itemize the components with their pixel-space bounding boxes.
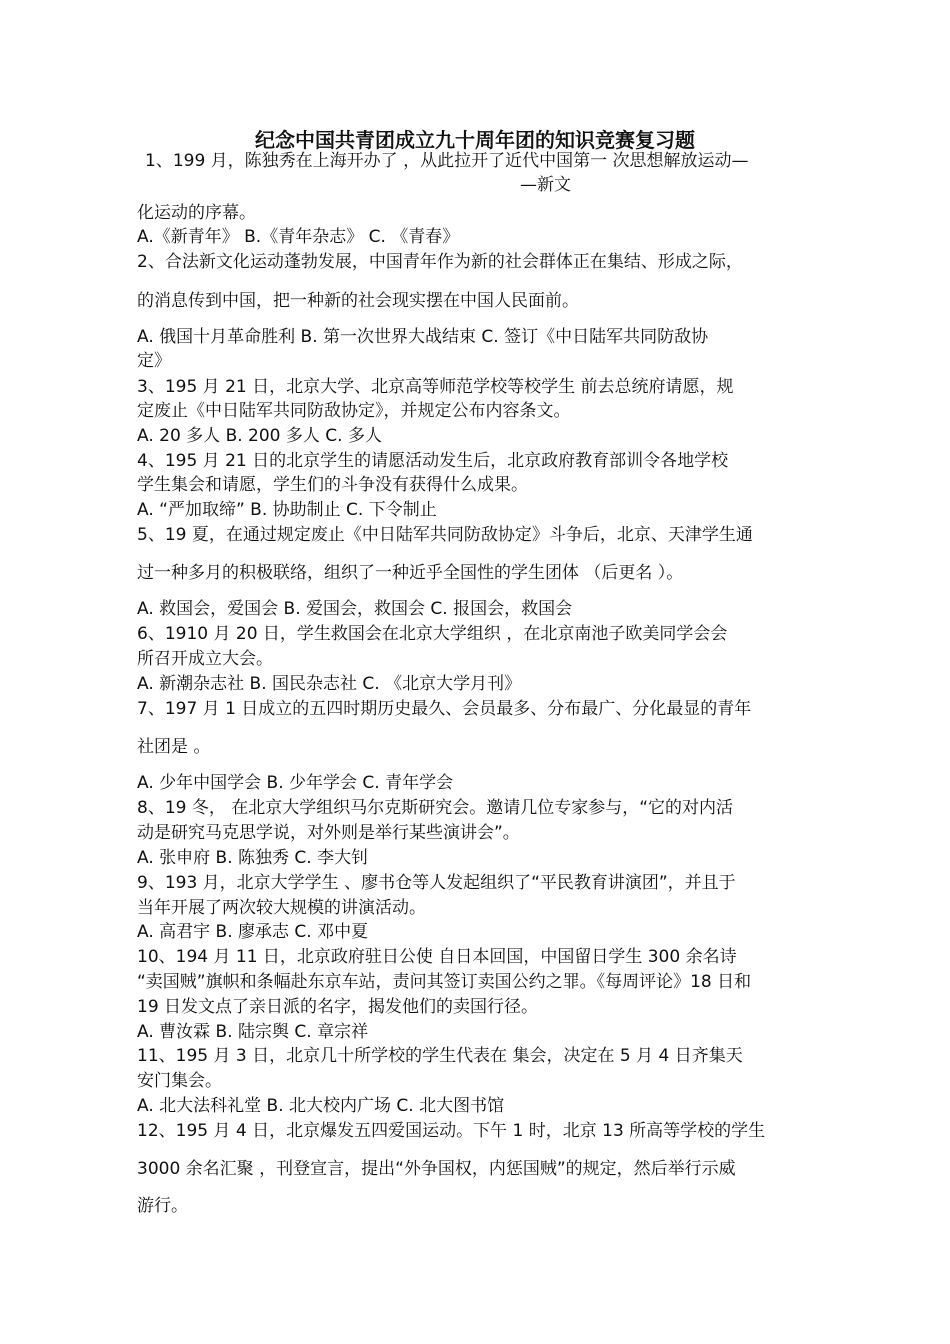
question-12-line-1: 12、195 月 4 日，北京爆发五四爱国运动。下午 1 时，北京 13 所高等学校的学生 (137, 1121, 766, 1141)
question-9-line-2: 当年开展了两次较大规模的讲演活动。 (137, 898, 426, 918)
question-1-options: A.《新青年》 B.《青年杂志》 C. 《青春》 (137, 227, 460, 247)
question-3-line-1: 3、195 月 21 日，北京大学、北京高等师范学校等校学生 前去总统府请愿，规 (137, 377, 734, 397)
question-1-line-2: —新文 (520, 175, 571, 195)
question-10-options: A. 曹汝霖 B. 陆宗舆 C. 章宗祥 (137, 1022, 369, 1042)
question-5-options: A. 救国会，爱国会 B. 爱国会，救国会 C. 报国会，救国会 (137, 599, 573, 619)
question-9-options: A. 高君宇 B. 廖承志 C. 邓中夏 (137, 922, 369, 942)
question-4-options: A. “严加取缔” B. 协助制止 C. 下令制止 (137, 500, 437, 520)
question-2-options-line-2: 定》 (137, 351, 171, 371)
question-6-options: A. 新潮杂志社 B. 国民杂志社 C. 《北京大学月刊》 (137, 674, 522, 694)
question-2-line-1: 2、合法新文化运动蓬勃发展，中国青年作为新的社会群体正在集结、形成之际， (137, 252, 743, 272)
document-title: 纪念中国共青团成立九十周年团的知识竞赛复习题 (255, 128, 695, 152)
question-8-line-2: 动是研究马克思学说，对外则是举行某些演讲会”。 (137, 823, 520, 843)
question-5-line-2: 过一种多月的积极联络，组织了一种近乎全国性的学生团体 （后更名 ）。 (137, 563, 684, 583)
question-1-line-1: 1、199 月，陈独秀在上海开办了 ，从此拉开了近代中国第一 次思想解放运动— (145, 151, 749, 171)
question-12-line-3: 游行。 (137, 1196, 188, 1216)
question-11-line-2: 安门集会。 (137, 1071, 222, 1091)
question-8-line-1: 8、19 冬， 在北京大学组织马尔克斯研究会。邀请几位专家参与，“它的对内活 (137, 798, 734, 818)
question-2-options-line-1: A. 俄国十月革命胜利 B. 第一次世界大战结束 C. 签订《中日陆军共同防敌协 (137, 327, 709, 347)
question-4-line-2: 学生集会和请愿，学生们的斗争没有获得什么成果。 (137, 475, 528, 495)
question-12-line-2: 3000 余名汇聚 ，刊登宣言，提出“外争国权，内惩国贼”的规定，然后举行示威 (137, 1159, 736, 1179)
question-10-line-1: 10、194 月 11 日，北京政府驻日公使 自日本回国，中国留日学生 300 余名诗 (137, 947, 737, 967)
question-7-options: A. 少年中国学会 B. 少年学会 C. 青年学会 (137, 773, 454, 793)
question-10-line-2: “卖国贼”旗帜和条幅赴东京车站，责问其签订卖国公约之罪。《每周评论》18 日和 (137, 972, 752, 992)
question-8-options: A. 张申府 B. 陈独秀 C. 李大钊 (137, 848, 369, 868)
question-7-line-1: 7、197 月 1 日成立的五四时期历史最久、会员最多、分布最广、分化最显的青年 (137, 699, 752, 719)
question-9-line-1: 9、193 月，北京大学学生 、廖书仓等人发起组织了“平民教育讲演团”，并且于 (137, 873, 736, 893)
question-7-line-2: 社团是 。 (137, 737, 211, 757)
question-5-line-1: 5、19 夏，在通过规定废止《中日陆军共同防敌协定》斗争后，北京、天津学生通 (137, 525, 753, 545)
question-2-line-2: 的消息传到中国，把一种新的社会现实摆在中国人民面前。 (137, 291, 579, 311)
question-4-line-1: 4、195 月 21 日的北京学生的请愿活动发生后，北京政府教育部训令各地学校 (137, 451, 729, 471)
question-11-options: A. 北大法科礼堂 B. 北大校内广场 C. 北大图书馆 (137, 1096, 505, 1116)
question-1-line-3: 化运动的序幕。 (137, 203, 256, 223)
question-6-line-2: 所召开成立大会。 (137, 649, 273, 669)
question-10-line-3: 19 日发文点了亲日派的名字，揭发他们的卖国行径。 (137, 997, 539, 1017)
question-11-line-1: 11、195 月 3 日，北京几十所学校的学生代表在 集会，决定在 5 月 4 日齐集天 (137, 1046, 743, 1066)
question-6-line-1: 6、1910 月 20 日，学生救国会在北京大学组织 ，在北京南池子欧美同学会会 (137, 624, 728, 644)
question-3-line-2: 定废止《中日陆军共同防敌协定》，并规定公布内容条文。 (137, 401, 571, 421)
question-3-options: A. 20 多人 B. 200 多人 C. 多人 (137, 426, 382, 446)
